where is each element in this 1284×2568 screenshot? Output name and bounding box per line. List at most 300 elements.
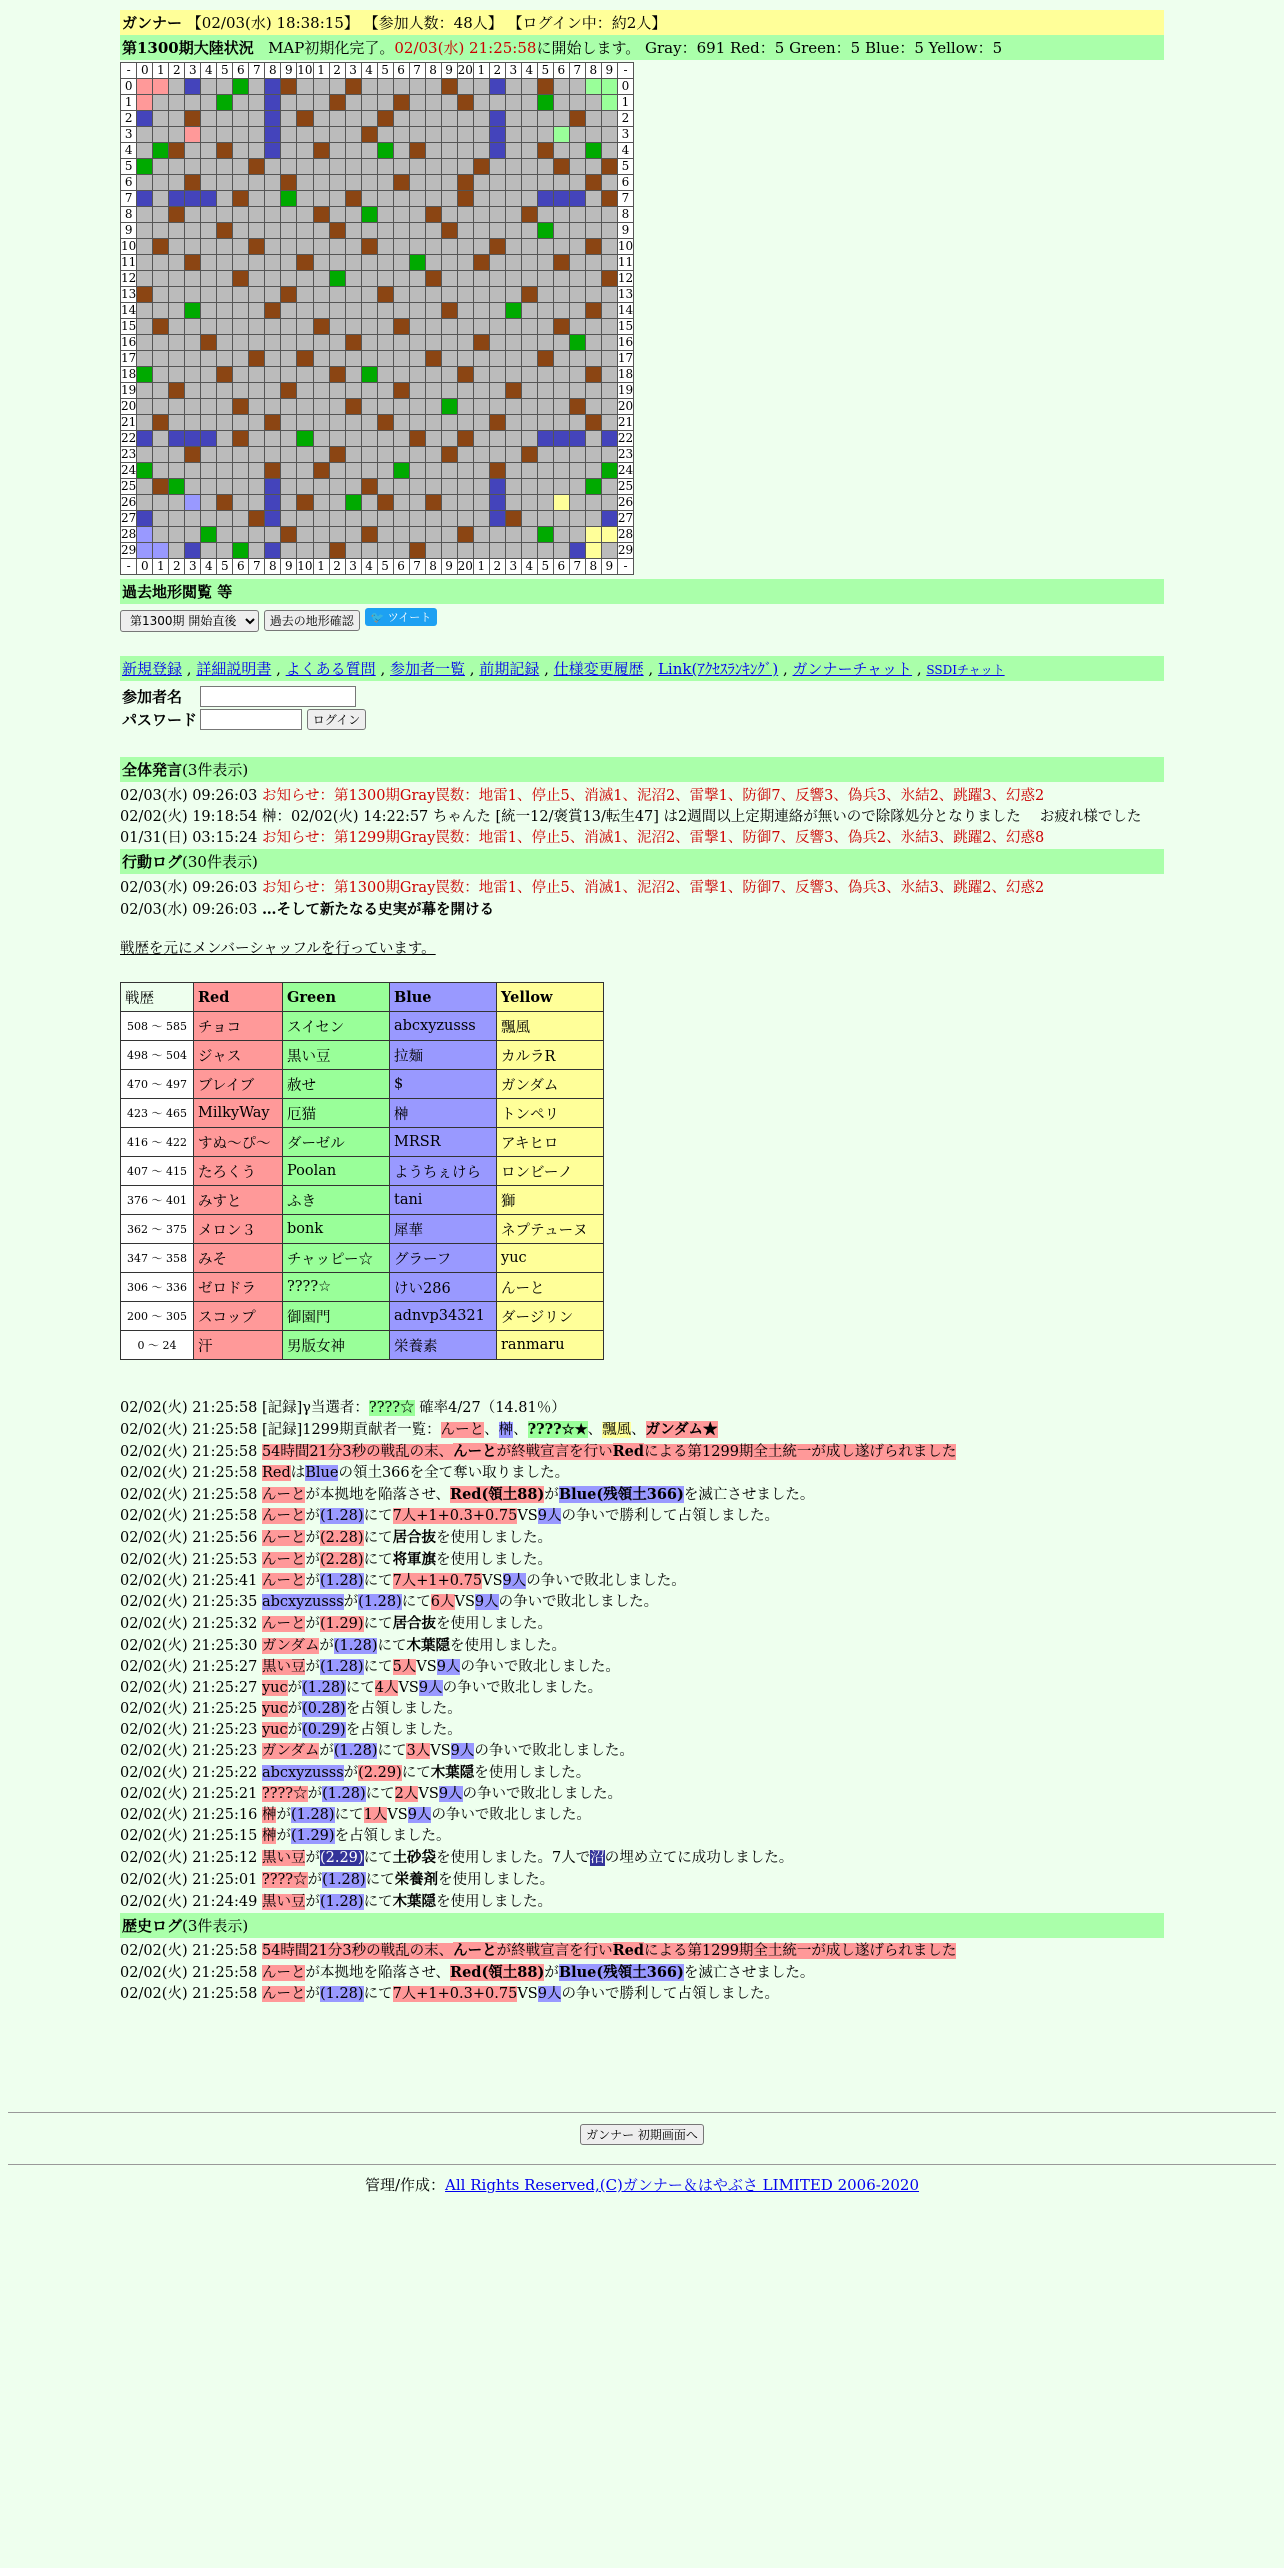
map-cell[interactable] [281, 191, 297, 207]
map-cell[interactable] [297, 303, 313, 319]
map-cell[interactable] [553, 495, 569, 511]
map-cell[interactable] [313, 431, 329, 447]
map-cell[interactable] [249, 527, 265, 543]
map-cell[interactable] [233, 271, 249, 287]
map-cell[interactable] [345, 207, 361, 223]
map-cell[interactable] [217, 95, 233, 111]
map-cell[interactable] [249, 335, 265, 351]
map-cell[interactable] [233, 399, 249, 415]
map-cell[interactable] [377, 287, 393, 303]
map-cell[interactable] [201, 479, 217, 495]
map-cell[interactable] [505, 159, 521, 175]
map-cell[interactable] [569, 479, 585, 495]
map-cell[interactable] [281, 127, 297, 143]
map-cell[interactable] [393, 271, 409, 287]
map-cell[interactable] [345, 511, 361, 527]
map-cell[interactable] [393, 335, 409, 351]
map-cell[interactable] [537, 543, 553, 559]
map-cell[interactable] [473, 383, 489, 399]
map-cell[interactable] [201, 447, 217, 463]
map-cell[interactable] [361, 207, 377, 223]
map-cell[interactable] [329, 431, 345, 447]
map-cell[interactable] [601, 479, 617, 495]
map-cell[interactable] [601, 79, 617, 95]
map-cell[interactable] [553, 511, 569, 527]
map-cell[interactable] [425, 255, 441, 271]
map-cell[interactable] [425, 175, 441, 191]
map-cell[interactable] [505, 207, 521, 223]
map-cell[interactable] [281, 223, 297, 239]
map-cell[interactable] [345, 143, 361, 159]
map-cell[interactable] [473, 431, 489, 447]
map-cell[interactable] [489, 543, 505, 559]
map-cell[interactable] [601, 255, 617, 271]
map-cell[interactable] [345, 175, 361, 191]
map-cell[interactable] [361, 143, 377, 159]
map-cell[interactable] [169, 239, 185, 255]
map-cell[interactable] [233, 303, 249, 319]
map-cell[interactable] [361, 111, 377, 127]
map-cell[interactable] [505, 271, 521, 287]
map-cell[interactable] [169, 159, 185, 175]
map-cell[interactable] [345, 111, 361, 127]
map-cell[interactable] [313, 223, 329, 239]
map-cell[interactable] [217, 383, 233, 399]
map-cell[interactable] [585, 111, 601, 127]
nav-link[interactable]: ガンナーチャット [792, 660, 913, 678]
map-cell[interactable] [409, 527, 425, 543]
map-cell[interactable] [185, 351, 201, 367]
map-cell[interactable] [361, 95, 377, 111]
map-cell[interactable] [361, 175, 377, 191]
map-cell[interactable] [457, 207, 473, 223]
map-cell[interactable] [601, 287, 617, 303]
map-cell[interactable] [169, 431, 185, 447]
map-cell[interactable] [185, 495, 201, 511]
map-cell[interactable] [153, 495, 169, 511]
map-cell[interactable] [249, 79, 265, 95]
map-cell[interactable] [409, 431, 425, 447]
map-cell[interactable] [441, 271, 457, 287]
map-cell[interactable] [329, 383, 345, 399]
map-cell[interactable] [601, 303, 617, 319]
map-cell[interactable] [217, 175, 233, 191]
map-cell[interactable] [361, 239, 377, 255]
map-cell[interactable] [441, 351, 457, 367]
map-cell[interactable] [185, 255, 201, 271]
map-cell[interactable] [425, 271, 441, 287]
map-cell[interactable] [345, 367, 361, 383]
world-map[interactable] [120, 62, 634, 575]
map-cell[interactable] [153, 335, 169, 351]
map-cell[interactable] [393, 367, 409, 383]
map-cell[interactable] [249, 303, 265, 319]
map-cell[interactable] [297, 255, 313, 271]
map-cell[interactable] [137, 239, 153, 255]
map-cell[interactable] [249, 143, 265, 159]
map-cell[interactable] [233, 239, 249, 255]
map-cell[interactable] [249, 543, 265, 559]
map-cell[interactable] [569, 287, 585, 303]
map-cell[interactable] [137, 287, 153, 303]
map-cell[interactable] [601, 319, 617, 335]
map-cell[interactable] [521, 191, 537, 207]
map-cell[interactable] [425, 543, 441, 559]
map-cell[interactable] [281, 447, 297, 463]
map-cell[interactable] [265, 159, 281, 175]
map-cell[interactable] [489, 255, 505, 271]
map-cell[interactable] [553, 543, 569, 559]
map-cell[interactable] [217, 79, 233, 95]
map-cell[interactable] [361, 79, 377, 95]
map-cell[interactable] [441, 335, 457, 351]
map-cell[interactable] [473, 399, 489, 415]
map-cell[interactable] [329, 367, 345, 383]
map-cell[interactable] [457, 367, 473, 383]
map-cell[interactable] [569, 383, 585, 399]
map-cell[interactable] [473, 335, 489, 351]
map-cell[interactable] [201, 431, 217, 447]
password-field[interactable] [200, 709, 302, 730]
map-cell[interactable] [505, 495, 521, 511]
map-cell[interactable] [329, 511, 345, 527]
map-cell[interactable] [601, 175, 617, 191]
map-cell[interactable] [297, 463, 313, 479]
map-cell[interactable] [169, 271, 185, 287]
map-cell[interactable] [553, 111, 569, 127]
map-cell[interactable] [265, 511, 281, 527]
map-cell[interactable] [425, 143, 441, 159]
map-cell[interactable] [473, 191, 489, 207]
map-cell[interactable] [153, 463, 169, 479]
map-cell[interactable] [505, 447, 521, 463]
map-cell[interactable] [313, 479, 329, 495]
map-cell[interactable] [169, 415, 185, 431]
map-cell[interactable] [329, 463, 345, 479]
map-cell[interactable] [297, 335, 313, 351]
map-cell[interactable] [553, 351, 569, 367]
map-cell[interactable] [201, 319, 217, 335]
map-cell[interactable] [233, 367, 249, 383]
map-cell[interactable] [489, 511, 505, 527]
map-cell[interactable] [345, 303, 361, 319]
map-cell[interactable] [521, 447, 537, 463]
map-cell[interactable] [569, 415, 585, 431]
map-cell[interactable] [281, 479, 297, 495]
map-cell[interactable] [505, 223, 521, 239]
map-cell[interactable] [473, 127, 489, 143]
map-cell[interactable] [377, 303, 393, 319]
map-cell[interactable] [569, 111, 585, 127]
map-cell[interactable] [249, 495, 265, 511]
map-cell[interactable] [393, 223, 409, 239]
map-cell[interactable] [169, 463, 185, 479]
map-cell[interactable] [505, 415, 521, 431]
map-cell[interactable] [601, 543, 617, 559]
map-cell[interactable] [409, 511, 425, 527]
map-cell[interactable] [265, 543, 281, 559]
map-cell[interactable] [553, 191, 569, 207]
map-cell[interactable] [585, 543, 601, 559]
map-cell[interactable] [217, 431, 233, 447]
map-cell[interactable] [569, 511, 585, 527]
map-cell[interactable] [313, 463, 329, 479]
map-cell[interactable] [329, 335, 345, 351]
map-cell[interactable] [553, 367, 569, 383]
map-cell[interactable] [297, 191, 313, 207]
map-cell[interactable] [601, 383, 617, 399]
map-cell[interactable] [521, 175, 537, 191]
map-cell[interactable] [441, 127, 457, 143]
map-cell[interactable] [265, 191, 281, 207]
map-cell[interactable] [569, 543, 585, 559]
map-cell[interactable] [441, 399, 457, 415]
map-cell[interactable] [249, 383, 265, 399]
map-cell[interactable] [521, 479, 537, 495]
map-cell[interactable] [585, 287, 601, 303]
map-cell[interactable] [297, 367, 313, 383]
map-cell[interactable] [537, 143, 553, 159]
map-cell[interactable] [313, 239, 329, 255]
map-cell[interactable] [217, 207, 233, 223]
map-cell[interactable] [441, 159, 457, 175]
map-cell[interactable] [601, 143, 617, 159]
map-cell[interactable] [441, 527, 457, 543]
map-cell[interactable] [185, 287, 201, 303]
map-cell[interactable] [393, 463, 409, 479]
map-cell[interactable] [377, 255, 393, 271]
map-cell[interactable] [473, 495, 489, 511]
map-cell[interactable] [585, 527, 601, 543]
map-cell[interactable] [345, 79, 361, 95]
map-cell[interactable] [169, 79, 185, 95]
map-cell[interactable] [553, 239, 569, 255]
map-cell[interactable] [393, 495, 409, 511]
map-cell[interactable] [345, 335, 361, 351]
map-cell[interactable] [217, 351, 233, 367]
map-cell[interactable] [233, 79, 249, 95]
map-cell[interactable] [425, 191, 441, 207]
map-cell[interactable] [473, 95, 489, 111]
map-cell[interactable] [537, 223, 553, 239]
map-cell[interactable] [425, 127, 441, 143]
map-cell[interactable] [473, 303, 489, 319]
map-cell[interactable] [345, 319, 361, 335]
map-cell[interactable] [361, 399, 377, 415]
map-cell[interactable] [169, 447, 185, 463]
map-cell[interactable] [521, 239, 537, 255]
map-cell[interactable] [297, 431, 313, 447]
map-cell[interactable] [185, 479, 201, 495]
map-cell[interactable] [265, 335, 281, 351]
map-cell[interactable] [521, 319, 537, 335]
map-cell[interactable] [313, 303, 329, 319]
map-cell[interactable] [521, 367, 537, 383]
map-cell[interactable] [537, 127, 553, 143]
map-cell[interactable] [537, 239, 553, 255]
map-cell[interactable] [409, 543, 425, 559]
map-cell[interactable] [473, 207, 489, 223]
map-cell[interactable] [201, 255, 217, 271]
map-cell[interactable] [505, 543, 521, 559]
map-cell[interactable] [585, 271, 601, 287]
map-cell[interactable] [345, 239, 361, 255]
map-cell[interactable] [393, 415, 409, 431]
map-cell[interactable] [585, 463, 601, 479]
map-cell[interactable] [345, 543, 361, 559]
map-cell[interactable] [137, 399, 153, 415]
map-cell[interactable] [217, 223, 233, 239]
map-cell[interactable] [153, 527, 169, 543]
map-cell[interactable] [489, 175, 505, 191]
map-cell[interactable] [585, 319, 601, 335]
map-cell[interactable] [153, 287, 169, 303]
map-cell[interactable] [217, 255, 233, 271]
map-cell[interactable] [601, 335, 617, 351]
map-cell[interactable] [409, 351, 425, 367]
map-cell[interactable] [233, 95, 249, 111]
map-cell[interactable] [601, 95, 617, 111]
map-cell[interactable] [537, 303, 553, 319]
map-cell[interactable] [217, 335, 233, 351]
map-cell[interactable] [233, 543, 249, 559]
map-cell[interactable] [537, 175, 553, 191]
map-cell[interactable] [265, 447, 281, 463]
map-cell[interactable] [377, 191, 393, 207]
map-cell[interactable] [553, 271, 569, 287]
map-cell[interactable] [569, 447, 585, 463]
map-cell[interactable] [425, 303, 441, 319]
map-cell[interactable] [409, 143, 425, 159]
map-cell[interactable] [233, 207, 249, 223]
map-cell[interactable] [489, 495, 505, 511]
map-cell[interactable] [473, 287, 489, 303]
map-cell[interactable] [473, 175, 489, 191]
map-cell[interactable] [393, 447, 409, 463]
map-cell[interactable] [281, 399, 297, 415]
map-cell[interactable] [217, 191, 233, 207]
map-cell[interactable] [569, 399, 585, 415]
map-cell[interactable] [265, 495, 281, 511]
map-cell[interactable] [137, 255, 153, 271]
map-cell[interactable] [201, 495, 217, 511]
map-cell[interactable] [585, 191, 601, 207]
map-cell[interactable] [537, 351, 553, 367]
map-cell[interactable] [377, 511, 393, 527]
map-cell[interactable] [537, 287, 553, 303]
map-cell[interactable] [329, 95, 345, 111]
map-cell[interactable] [537, 319, 553, 335]
map-cell[interactable] [233, 159, 249, 175]
map-cell[interactable] [473, 511, 489, 527]
map-cell[interactable] [153, 191, 169, 207]
map-cell[interactable] [265, 255, 281, 271]
map-cell[interactable] [409, 127, 425, 143]
map-cell[interactable] [201, 175, 217, 191]
map-cell[interactable] [585, 431, 601, 447]
map-cell[interactable] [313, 383, 329, 399]
map-cell[interactable] [473, 255, 489, 271]
map-cell[interactable] [441, 431, 457, 447]
map-cell[interactable] [489, 447, 505, 463]
nav-link[interactable]: 詳細説明書 [196, 660, 272, 678]
map-cell[interactable] [473, 111, 489, 127]
map-cell[interactable] [297, 287, 313, 303]
map-cell[interactable] [393, 175, 409, 191]
map-cell[interactable] [585, 127, 601, 143]
map-cell[interactable] [377, 383, 393, 399]
map-cell[interactable] [153, 207, 169, 223]
map-cell[interactable] [521, 383, 537, 399]
map-cell[interactable] [537, 255, 553, 271]
map-cell[interactable] [457, 335, 473, 351]
map-cell[interactable] [297, 239, 313, 255]
map-cell[interactable] [569, 207, 585, 223]
map-cell[interactable] [537, 383, 553, 399]
map-cell[interactable] [329, 399, 345, 415]
map-cell[interactable] [377, 159, 393, 175]
map-cell[interactable] [505, 143, 521, 159]
map-cell[interactable] [409, 287, 425, 303]
map-cell[interactable] [601, 223, 617, 239]
map-cell[interactable] [537, 479, 553, 495]
map-cell[interactable] [489, 431, 505, 447]
map-cell[interactable] [137, 543, 153, 559]
map-cell[interactable] [153, 255, 169, 271]
map-cell[interactable] [425, 511, 441, 527]
map-cell[interactable] [281, 367, 297, 383]
map-cell[interactable] [457, 383, 473, 399]
map-cell[interactable] [313, 447, 329, 463]
map-cell[interactable] [281, 543, 297, 559]
map-cell[interactable] [281, 415, 297, 431]
map-cell[interactable] [409, 495, 425, 511]
map-cell[interactable] [441, 495, 457, 511]
map-cell[interactable] [457, 255, 473, 271]
map-cell[interactable] [201, 239, 217, 255]
nav-link[interactable]: 新規登録 [122, 660, 183, 678]
copyright-link[interactable]: All Rights Reserved,(C)ガンナー＆はやぶさ LIMITED 2006-2020 [445, 2176, 920, 2194]
map-cell[interactable] [313, 367, 329, 383]
map-cell[interactable] [425, 463, 441, 479]
map-cell[interactable] [505, 175, 521, 191]
nav-link[interactable]: よくある質問 [285, 660, 376, 678]
map-cell[interactable] [361, 511, 377, 527]
map-cell[interactable] [489, 287, 505, 303]
map-cell[interactable] [441, 447, 457, 463]
map-cell[interactable] [473, 527, 489, 543]
map-cell[interactable] [169, 223, 185, 239]
map-cell[interactable] [505, 239, 521, 255]
map-cell[interactable] [201, 287, 217, 303]
map-cell[interactable] [473, 351, 489, 367]
map-cell[interactable] [137, 383, 153, 399]
map-cell[interactable] [297, 127, 313, 143]
map-cell[interactable] [425, 79, 441, 95]
map-cell[interactable] [457, 239, 473, 255]
map-cell[interactable] [521, 527, 537, 543]
map-cell[interactable] [185, 79, 201, 95]
map-cell[interactable] [537, 367, 553, 383]
map-cell[interactable] [553, 479, 569, 495]
map-cell[interactable] [137, 367, 153, 383]
map-cell[interactable] [329, 175, 345, 191]
map-cell[interactable] [425, 383, 441, 399]
map-cell[interactable] [137, 143, 153, 159]
map-cell[interactable] [377, 495, 393, 511]
map-cell[interactable] [217, 303, 233, 319]
map-cell[interactable] [521, 511, 537, 527]
